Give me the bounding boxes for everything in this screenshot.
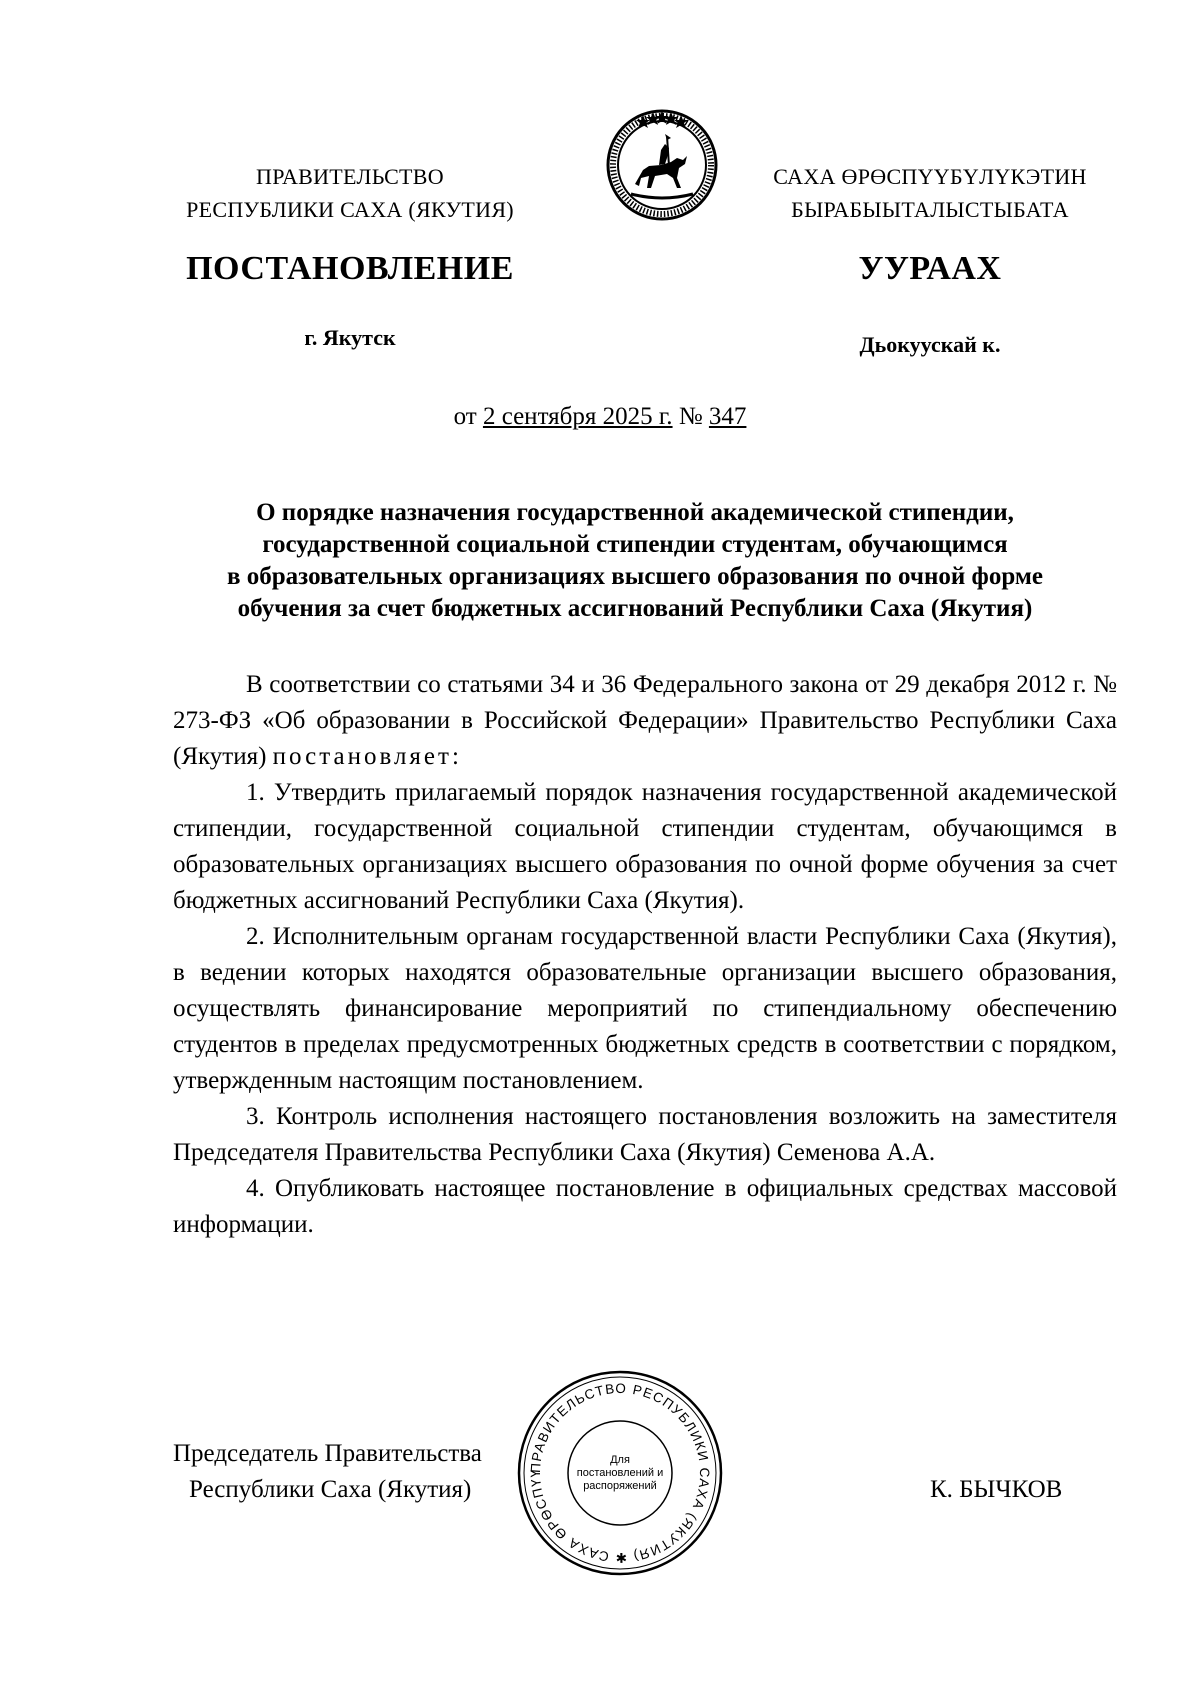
preamble-spaced-word: постановляет: (272, 743, 462, 770)
header-right-line2: БЫРАБЫЫТАЛЫСТЫБАТА (791, 197, 1069, 222)
document-date: 2 сентября 2025 г. (482, 403, 673, 430)
header-right-org (740, 160, 1120, 226)
coat-of-arms-emblem (605, 108, 719, 222)
header-left-line2: РЕСПУБЛИКИ САХА (ЯКУТИЯ) (186, 197, 514, 222)
stamp-center-line2: постановлений и (576, 1467, 664, 1479)
document-number: 347 (708, 403, 747, 430)
stamp-center-line3: распоряжений (583, 1480, 657, 1492)
document-title (170, 497, 1100, 625)
doc-type-right: УУРААХ (858, 250, 1002, 287)
title-line: обучения за счет бюджетных ассигнований Республики Саха (Якутия) (237, 595, 1033, 622)
date-prefix: от (453, 403, 477, 430)
document-body (173, 667, 1117, 1243)
header-right-line1: САХА ӨРӨСПҮҮБҮЛҮКЭТИН (773, 164, 1087, 189)
city-right: Дьокуускай к. (859, 332, 1001, 357)
signature-position-line1: Председатель Правительства (173, 1440, 482, 1467)
signature-position-line2: Республики Саха (Якутия) (189, 1476, 472, 1503)
item-4-paragraph: 4. Опубликовать настоящее постановление в официальных средствах массовой информации. (173, 1175, 1117, 1238)
preamble-paragraph (173, 667, 1117, 775)
official-stamp (515, 1368, 725, 1578)
header-left-line1: ПРАВИТЕЛЬСТВО (256, 164, 444, 189)
title-line: государственной социальной стипендии студентам, обучающимся (262, 531, 1008, 558)
item-3-paragraph: 3. Контроль исполнения настоящего постановления возложить на заместителя Председателя Правительства Республики Саха (Якутия) Семенова А.А. (173, 1103, 1117, 1166)
stamp-center-line1: Для (610, 1454, 630, 1466)
city-left: г. Якутск (304, 325, 396, 350)
doc-type-left: ПОСТАНОВЛЕНИЕ (186, 250, 514, 287)
title-line: в образовательных организациях высшего образования по очной форме (227, 563, 1043, 590)
signature-name: К. БЫЧКОВ (930, 1476, 1063, 1503)
item-2-paragraph: 2. Исполнительным органам государственной власти Республики Саха (Якутия), в ведении которых находятся образовательные организации высшего образования, осуществлять финансирование мероприятий по стипендиальному обеспечению студентов в пределах предусмотренных бюджетных средств в соответствии с порядком, утвержденным настоящим постановлением. (173, 923, 1117, 1094)
preamble-text: В соответствии со статьями 34 и 36 Федерального закона от 29 декабря 2012 г. № 273-ФЗ «Об образовании в Российской Федерации» Правительство Республики Саха (Якутия) (173, 671, 1117, 770)
date-line (0, 403, 1200, 431)
header-left-org (170, 160, 530, 226)
number-sign: № (678, 403, 703, 430)
title-line: О порядке назначения государственной академической стипендии, (256, 499, 1014, 526)
signature-position (173, 1436, 553, 1508)
stamp-ring-text: ПРАВИТЕЛЬСТВО РЕСПУБЛИКИ САХА (ЯКУТИЯ) ✱ САХА ӨРӨСПҮҮ (527, 1380, 713, 1566)
item-1-paragraph: 1. Утвердить прилагаемый порядок назначения государственной академической стипендии, государственной социальной стипендии студентам, обучающимся в образовательных организациях высшего образования по очной форме обучения за счет бюджетных ассигнований Республики Саха (Якутия). (173, 779, 1117, 914)
